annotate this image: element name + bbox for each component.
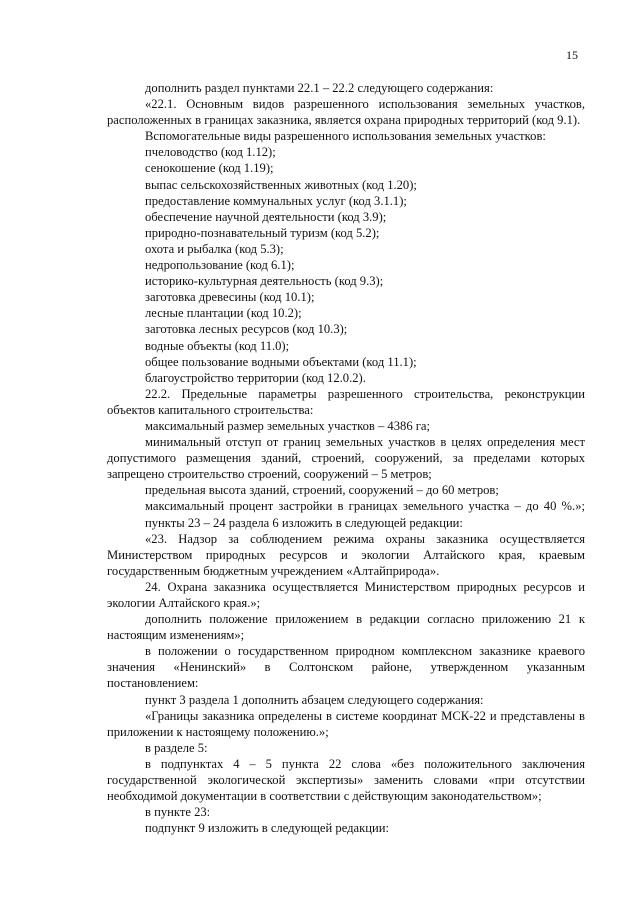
paragraph: в разделе 5: [145, 740, 208, 755]
paragraph: заготовка лесных ресурсов (код 10.3); [145, 322, 348, 337]
paragraph: историко-культурная деятельность (код 9.3); [145, 274, 384, 289]
paragraph: «22.1. Основным видов разрешенного использования земельных участков, расположенных в границах заказника, является охрана природных территорий (код 9.1). [107, 97, 585, 128]
paragraph: 22.2. Предельные параметры разрешенного строительства, реконструкции объектов капитального строительства: [107, 386, 585, 417]
paragraph: «Границы заказника определены в системе координат МСК-22 и представлены в приложении к настоящему положению.»; [107, 708, 585, 739]
paragraph: сенокошение (код 1.19); [145, 161, 274, 176]
paragraph: выпас сельскохозяйственных животных (код 1.20); [145, 177, 417, 192]
page-number: 15 [566, 48, 578, 62]
paragraph: пчеловодство (код 1.12); [145, 145, 276, 160]
paragraph: дополнить раздел пунктами 22.1 – 22.2 следующего содержания: [145, 81, 494, 95]
paragraph: охота и рыбалка (код 5.3); [145, 241, 284, 256]
paragraph: предельная высота зданий, строений, сооружений – до 60 метров; [145, 483, 499, 498]
paragraph: предоставление коммунальных услуг (код 3.1.1); [145, 193, 407, 208]
paragraph: водные объекты (код 11.0); [145, 338, 290, 353]
paragraph: максимальный размер земельных участков – 4386 га; [145, 418, 431, 433]
document-body [107, 80, 585, 836]
paragraph: в пункте 23: [145, 805, 211, 820]
paragraph: максимальный процент застройки в границах земельного участка – до 40 %.»; [145, 499, 585, 514]
paragraph: недропользование (код 6.1); [145, 258, 295, 273]
paragraph: в положении о государственном природном комплексном заказнике краевого значения «Ненинский» в Солтонском районе, утвержденном указанным постановлением: [107, 644, 585, 691]
paragraph: общее пользование водными объектами (код 11.1); [145, 354, 417, 369]
paragraph: пункт 3 раздела 1 дополнить абзацем следующего содержания: [145, 692, 484, 707]
paragraph: минимальный отступ от границ земельных участков в целях определения мест допустимого размещения зданий, строений, сооружений, за пределами которых запрещено строительство строений, сооружений – 5 метров; [107, 435, 585, 482]
paragraph: дополнить положение приложением в редакции согласно приложению 21 к настоящим изменениям»; [107, 612, 585, 643]
paragraph: заготовка древесины (код 10.1); [145, 290, 315, 305]
paragraph: лесные плантации (код 10.2); [145, 306, 302, 321]
paragraph: в подпунктах 4 – 5 пункта 22 слова «без положительного заключения государственной экологической экспертизы» заменить словами «при отсутствии необходимой документации в соответствии с действующим законодательством»; [107, 756, 585, 804]
paragraph: 24. Охрана заказника осуществляется Министерством природных ресурсов и экологии Алтайского края.»; [107, 579, 585, 610]
paragraph: подпункт 9 изложить в следующей редакции: [145, 821, 389, 836]
paragraph: природно-познавательный туризм (код 5.2); [145, 225, 380, 240]
paragraph: Вспомогательные виды разрешенного использования земельных участков: [145, 129, 546, 144]
paragraph: пункты 23 – 24 раздела 6 изложить в следующей редакции: [145, 515, 463, 530]
paragraph: «23. Надзор за соблюдением режима охраны заказника осуществляется Министерством природных ресурсов и экологии Алтайского края, краевым государственным бюджетным учреждением «Алтайприрода». [107, 531, 585, 578]
paragraph: обеспечение научной деятельности (код 3.9); [145, 209, 387, 224]
paragraph: благоустройство территории (код 12.0.2). [145, 370, 366, 385]
